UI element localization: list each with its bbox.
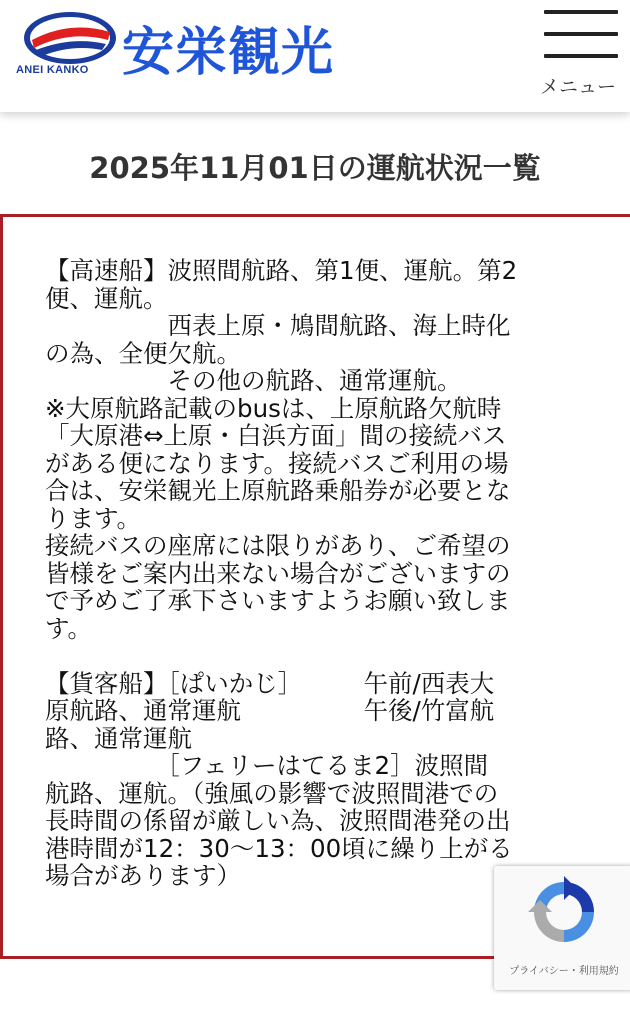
- menu-label: メニュー: [540, 76, 617, 98]
- notice-line: 接続バスの座席には限りがあり、ご希望の: [45, 531, 511, 560]
- notice-line: がある便になります。接続バスご利用の場: [45, 448, 509, 478]
- notice-line: で予めご了承下さいますようお願い致しま: [45, 586, 511, 615]
- notice-line: 航路、運航。（強風の影響で波照間港での: [45, 778, 499, 808]
- notice-line: 場合があります）: [45, 861, 241, 890]
- notice-line: ［フェリーはてるま2］波照間: [45, 751, 489, 780]
- notice-line: 【貨客船】［ぱいかじ］ 午前/西表大: [45, 668, 495, 698]
- hamburger-icon-bar: [544, 32, 618, 36]
- recaptcha-badge[interactable]: [494, 866, 630, 990]
- notice-line: その他の航路、通常運航。: [45, 366, 462, 395]
- notice-text: [45, 257, 605, 890]
- notice-line: 路、通常運航: [45, 723, 192, 753]
- recaptcha-privacy-link[interactable]: プライバシー・利用規約: [509, 966, 619, 977]
- brand-name[interactable]: 安栄観光: [122, 23, 335, 83]
- notice-line: 「大原港⇔上原・白浜方面」間の接続バス: [45, 421, 507, 450]
- notice-line: す。: [45, 613, 93, 643]
- notice-line: 皆様をご案内出来ない場合がございますの: [45, 558, 511, 588]
- hamburger-icon: [544, 10, 618, 14]
- site-header: [0, 0, 630, 112]
- notice-line: 便、運航。: [45, 283, 168, 313]
- notice-line: 原航路、通常運航 午後/竹富航: [45, 696, 495, 725]
- page-title: 2025年11月01日の運航状況一覧: [89, 151, 541, 185]
- paragraph-gap: [45, 642, 605, 670]
- notice-box: [0, 214, 630, 959]
- notice-line: ります。: [45, 503, 142, 533]
- hamburger-icon-bar: [544, 54, 618, 58]
- notice-line: ※大原航路記載のbusは、上原航路欠航時: [45, 393, 502, 423]
- logo-text: ANEI KANKO: [16, 64, 89, 76]
- notice-line: 長時間の係留が厳しい為、波照間港発の出: [45, 806, 511, 835]
- notice-line: 【高速船】波照間航路、第1便、運航。第2: [45, 256, 518, 285]
- anei-logo-icon: [22, 10, 118, 66]
- notice-line: 西表上原・鳩間航路、海上時化: [45, 311, 511, 340]
- recaptcha-icon: [528, 876, 600, 948]
- notice-line: の為、全便欠航。: [45, 338, 241, 368]
- logo[interactable]: [14, 6, 124, 80]
- notice-line: 合は、安栄観光上原航路乗船券が必要とな: [45, 476, 511, 505]
- menu-button[interactable]: [536, 8, 626, 100]
- notice-line: 港時間が12：30〜13：00頃に繰り上がる: [45, 833, 513, 863]
